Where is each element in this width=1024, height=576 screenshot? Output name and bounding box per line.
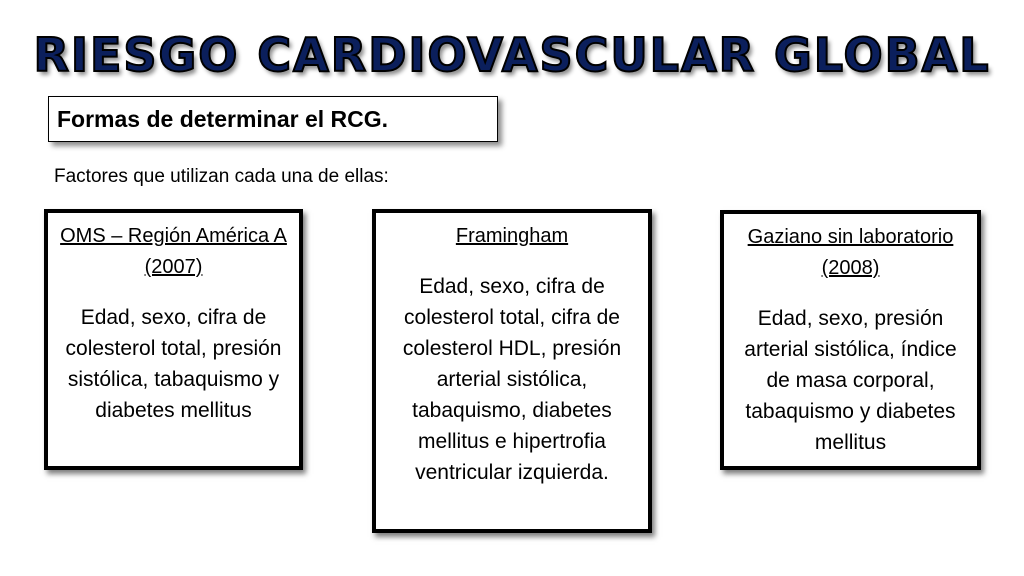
subtitle-box	[48, 96, 498, 142]
method-gap	[54, 283, 293, 302]
method-factors-gaziano: Edad, sexo, presión arterial sistólica, índice de masa corporal, tabaquismo y diabetes mellitus	[744, 307, 957, 454]
intro-text: Factores que utilizan cada una de ellas:	[54, 166, 389, 187]
method-name-framingham: Framingham	[455, 225, 569, 247]
method-box-gaziano	[720, 210, 981, 470]
method-name-oms: OMS – Región América A (2007)	[60, 225, 287, 278]
method-box-oms	[44, 209, 303, 470]
method-gap	[730, 284, 971, 303]
method-factors-oms: Edad, sexo, cifra de colesterol total, presión sistólica, tabaquismo y diabetes mellitus	[65, 306, 282, 422]
method-gap	[382, 252, 642, 271]
method-factors-framingham: Edad, sexo, cifra de colesterol total, cifra de colesterol HDL, presión arterial sistólica, tabaquismo, diabetes mellitus e hipertrofia ventricular izquierda.	[402, 275, 622, 484]
method-box-framingham	[372, 209, 652, 533]
method-name-gaziano: Gaziano sin laboratorio (2008)	[747, 226, 954, 279]
subtitle-text: Formas de determinar el RCG.	[57, 106, 389, 132]
slide-title: RIESGO CARDIOVASCULAR GLOBAL	[33, 28, 991, 82]
